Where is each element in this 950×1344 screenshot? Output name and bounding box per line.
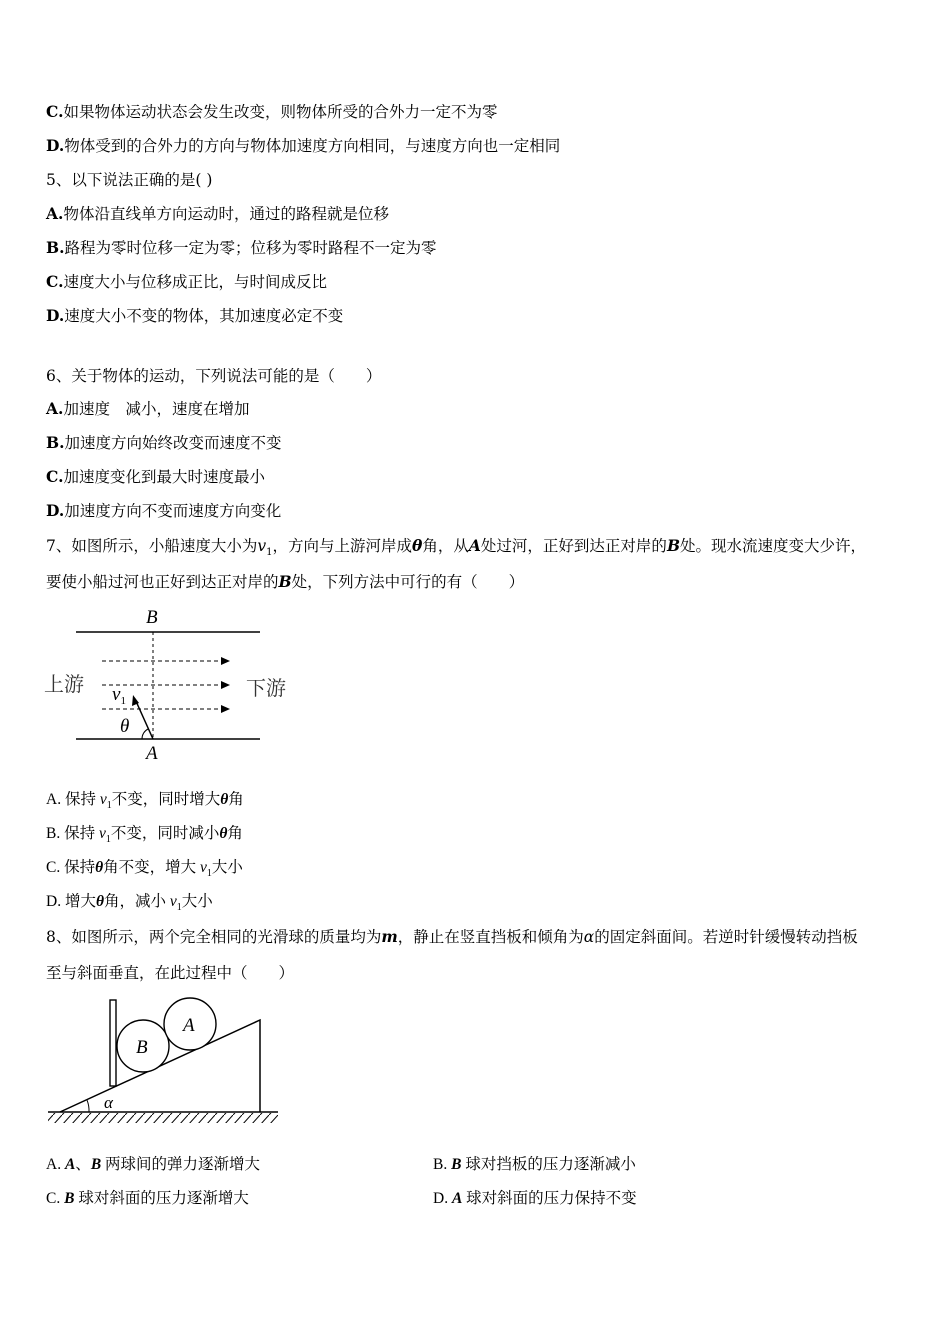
q7-option-a	[46, 790, 244, 816]
upstream-label: 上游	[44, 674, 84, 696]
stem-text: 角，从	[422, 537, 469, 555]
option-prefix: A. 保持	[46, 791, 100, 808]
v1-subscript: 1	[105, 834, 111, 846]
option-text: 角	[227, 825, 243, 842]
option-text: 加速度变化到最大时速度最小	[63, 468, 265, 486]
option-letter: A.	[46, 399, 64, 418]
option-text: 物体沿直线单方向运动时，通过的路程就是位移	[63, 205, 389, 223]
option-prefix: D. 增大	[46, 893, 96, 910]
option-text: 角	[228, 791, 244, 808]
v1-symbol: v	[169, 893, 177, 910]
point-a-symbol: A	[468, 536, 481, 555]
option-prefix: C. 保持	[46, 859, 96, 876]
option-text: 大小	[181, 893, 213, 910]
v1-subscript: 1	[176, 902, 182, 914]
q6-option-c	[46, 467, 265, 487]
ball-b-symbol: B	[90, 1156, 102, 1173]
option-text: 如果物体运动状态会发生改变，则物体所受的合外力一定不为零	[63, 103, 498, 121]
option-text: 球对斜面的压力逐渐增大	[74, 1190, 249, 1207]
label-b: B	[146, 607, 158, 628]
option-letter: C.	[46, 102, 64, 121]
option-text: 球对挡板的压力逐渐减小	[461, 1156, 636, 1173]
q6-option-a	[46, 399, 249, 419]
q8-option-b	[433, 1155, 636, 1175]
q7-option-b	[46, 824, 243, 850]
q7-option-d	[46, 892, 213, 918]
q8-stem-line-2: 至与斜面垂直，在此过程中（ ）	[46, 964, 295, 982]
option-text: 两球间的弹力逐渐增大	[101, 1156, 261, 1173]
option-text: 加速度方向始终改变而速度不变	[64, 434, 282, 452]
mass-symbol: m	[381, 927, 398, 946]
theta-symbol: θ	[412, 536, 423, 555]
alpha-symbol: α	[583, 928, 595, 946]
v1-subscript: 1	[266, 547, 273, 559]
option-prefix: B.	[433, 1156, 452, 1173]
q5-option-a	[46, 204, 389, 224]
label-a: A	[146, 743, 158, 764]
stem-text: 8、如图所示，两个完全相同的光滑球的质量均为	[46, 928, 382, 946]
option-letter: D.	[46, 306, 65, 325]
v1-symbol: v	[257, 537, 267, 555]
theta-symbol: θ	[219, 825, 228, 842]
option-text: 速度大小不变的物体，其加速度必定不变	[64, 307, 344, 325]
option-text: 角不变，增大	[103, 859, 201, 876]
q4-option-d	[46, 136, 560, 156]
option-letter: B.	[46, 433, 65, 452]
option-prefix: C.	[46, 1190, 65, 1207]
theta-symbol: θ	[220, 791, 229, 808]
q6-stem: 6、关于物体的运动，下列说法可能的是（ ）	[46, 367, 382, 385]
option-text: 速度大小与位移成正比，与时间成反比	[63, 273, 327, 291]
theta-arc	[142, 729, 148, 739]
downstream-label: 下游	[246, 678, 286, 700]
q8-stem-line-1	[46, 927, 858, 947]
option-letter: D.	[46, 136, 65, 155]
option-text: 不变，同时减小	[110, 825, 220, 842]
option-prefix: D.	[433, 1190, 452, 1207]
q8-option-a	[46, 1155, 260, 1175]
q7-option-c	[46, 858, 243, 884]
v1-symbol: v	[98, 825, 106, 842]
q8-option-d	[433, 1189, 637, 1209]
stem-text: ，方向与上游河岸成	[272, 537, 413, 555]
option-letter: C.	[46, 467, 64, 486]
q5-option-c	[46, 272, 327, 292]
option-prefix: B. 保持	[46, 825, 99, 842]
alpha-label: α	[104, 1093, 113, 1112]
q6-option-b	[46, 433, 282, 453]
option-text: 加速度 减小，速度在增加	[63, 400, 250, 418]
option-text: 、	[75, 1156, 91, 1173]
theta-symbol: θ	[95, 859, 104, 876]
v1-subscript: 1	[206, 868, 212, 880]
option-letter: D.	[46, 501, 65, 520]
q5-option-d	[46, 306, 343, 326]
stem-text: 处过河，正好到达正对岸的	[480, 537, 667, 555]
theta-label: θ	[120, 716, 130, 737]
alpha-arc	[87, 1100, 89, 1112]
v1-symbol: v	[200, 859, 207, 876]
stem-text: 要使小船过河也正好到达正对岸的	[46, 573, 279, 591]
ball-a-symbol: A	[451, 1190, 463, 1207]
point-b-symbol: B	[278, 572, 292, 591]
arrow-heads	[221, 657, 230, 713]
q5-stem: 5、以下说法正确的是( )	[46, 171, 213, 189]
stem-text: 的固定斜面间。若逆时针缓慢转动挡板	[594, 928, 858, 946]
v1-symbol: v	[99, 791, 107, 808]
stem-text: 处，下列方法中可行的有（ ）	[291, 573, 525, 591]
point-b-symbol: B	[666, 536, 681, 555]
option-prefix: A.	[46, 1156, 65, 1173]
option-text: 球对斜面的压力保持不变	[462, 1190, 637, 1207]
q8-option-c	[46, 1189, 249, 1209]
ball-b-symbol: B	[64, 1190, 75, 1207]
stem-text: ，静止在竖直挡板和倾角为	[397, 928, 584, 946]
ground-hatching	[48, 1113, 278, 1123]
option-text: 角，减小	[104, 893, 170, 910]
option-text: 加速度方向不变而速度方向变化	[64, 502, 282, 520]
theta-symbol: θ	[95, 893, 104, 910]
ball-a-symbol: A	[64, 1156, 76, 1173]
q5-option-b	[46, 238, 437, 258]
option-text: 大小	[211, 859, 243, 876]
q4-option-c	[46, 102, 497, 122]
q6-option-d	[46, 501, 281, 521]
ball-b-label: B	[136, 1037, 148, 1058]
q7-stem-line-1	[46, 536, 866, 563]
option-text: 路程为零时位移一定为零；位移为零时路程不一定为零	[64, 239, 437, 257]
option-text: 不变，同时增大	[111, 791, 221, 808]
q7-stem-line-2	[46, 572, 524, 592]
stem-text: 7、如图所示，小船速度大小为	[46, 537, 258, 555]
baffle-board	[110, 1000, 116, 1086]
ball-a-label: A	[183, 1015, 195, 1036]
v1-subscript: 1	[106, 800, 112, 812]
stem-text: 处。现水流速度变大少许，	[680, 537, 867, 555]
incline-diagram	[44, 995, 284, 1130]
v-label: $v_1$	[112, 684, 126, 707]
option-letter: A.	[46, 204, 64, 223]
option-letter: C.	[46, 272, 64, 291]
ball-b-symbol: B	[451, 1156, 462, 1173]
option-text: 物体受到的合外力的方向与物体加速度方向相同，与速度方向也一定相同	[64, 137, 561, 155]
river-diagram	[40, 603, 300, 765]
option-letter: B.	[46, 238, 65, 257]
